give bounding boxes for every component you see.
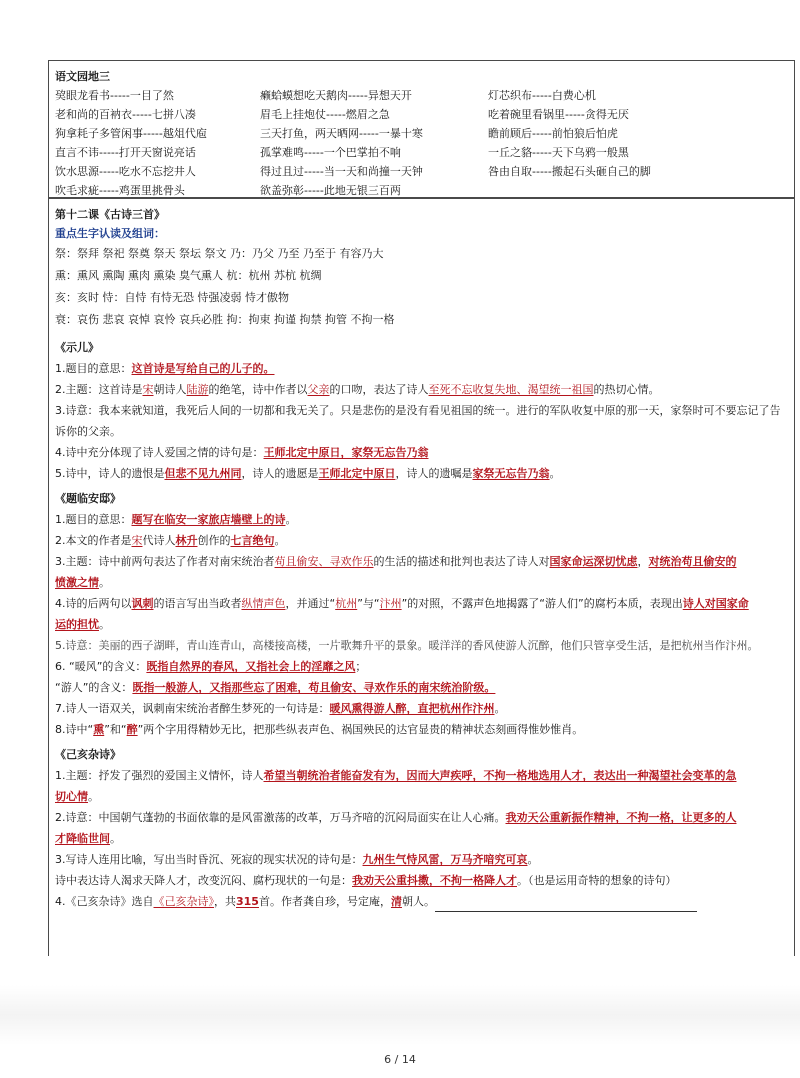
question-text: 1.主题：抒发了强烈的爱国主义情怀，诗人 xyxy=(55,769,264,782)
answer-text: 愤激之情 xyxy=(55,576,99,589)
lesson-box xyxy=(48,198,795,956)
shier-q1 xyxy=(55,358,788,379)
idiom-pair: 欲盖弥彰-----此地无银三百两 xyxy=(260,184,401,197)
answer-text: 题写在临安一家旅店墙壁上的诗 xyxy=(131,513,286,526)
question-text: 5.诗中，诗人的遗恨是 xyxy=(55,467,165,480)
linan-q3 xyxy=(55,551,788,593)
word-line: 衰：哀伤 悲哀 哀悼 哀怜 哀兵必胜 拘：拘束 拘谨 拘禁 拘管 不拘一格 xyxy=(55,313,395,326)
linan-q7 xyxy=(55,698,788,719)
shier-q3: 3.诗意：我本来就知道，我死后人间的一切都和我无关了。只是悲伤的是没有看见祖国的统一。进行的军队收复中原的那一天，家祭时可不要忘记了告诉你的父亲。 xyxy=(55,404,781,438)
linan-q6b xyxy=(55,677,788,698)
answer-text: 暖风熏得游人醉，直把杭州作汴州 xyxy=(329,702,495,715)
answer-text: 对统治苟且偷安的 xyxy=(648,555,737,568)
answer-text: 林升 xyxy=(175,534,198,547)
linan-q4 xyxy=(55,593,788,635)
question-text: ，并通过“ xyxy=(285,597,336,610)
question-text: “游人”的含义： xyxy=(55,681,133,694)
answer-text: 切心情 xyxy=(55,790,88,803)
question-text: 3.主题：诗中前两句表达了作者对南宋统治者 xyxy=(55,555,275,568)
question-text: 代诗人 xyxy=(142,534,176,547)
question-text: 2.主题：这首诗是 xyxy=(55,383,143,396)
idiom-pair: 一丘之貉-----天下乌鸦一般黑 xyxy=(488,146,629,159)
question-text: ，诗人的遗嘱是 xyxy=(395,467,473,480)
question-text: 6. “暖风”的含义： xyxy=(55,660,147,673)
answer-text: 诗人对国家命 xyxy=(682,597,749,610)
question-text: 4.《己亥杂诗》选自 xyxy=(55,895,154,908)
question-text: ； xyxy=(355,660,367,673)
answer-text: 希望当朝统治者能奋发有为，因而大声疾呼，不拘一格地选用人才，表达出一种渴望社会变革的急 xyxy=(263,769,737,782)
answer-text: 王师北定中原日，家祭无忘告乃翁 xyxy=(263,446,429,459)
idiom-pair: 瞻前顾后-----前怕狼后怕虎 xyxy=(488,127,618,140)
page-bottom-shade xyxy=(0,985,800,1045)
question-text: ，诗人的遗愿是 xyxy=(241,467,319,480)
poem-title-shier: 《示儿》 xyxy=(55,341,99,354)
question-text: 创作的 xyxy=(197,534,231,547)
question-text: 朝人。 xyxy=(401,895,435,908)
question-text: 。 xyxy=(99,576,110,589)
answer-text: 宋 xyxy=(131,534,143,547)
question-text: 1.题目的意思： xyxy=(55,513,132,526)
answer-text: 这首诗是写给自己的儿子的。 xyxy=(131,362,275,375)
answer-text: 我劝天公重抖擞，不拘一格降人才 xyxy=(352,874,517,887)
question-text: ”与“ xyxy=(357,597,380,610)
linan-q5: 5.诗意：美丽的西子湖畔，青山连青山，高楼接高楼，一片歌舞升平的景象。暖洋洋的香风使游人沉醉，他们只管享受生活，是把杭州当作汴州。 xyxy=(55,639,759,652)
shier-q4 xyxy=(55,442,788,463)
question-text: 2.本文的作者是 xyxy=(55,534,132,547)
question-text: 8.诗中“ xyxy=(55,723,94,736)
answer-text: 《己亥杂诗》 xyxy=(153,895,214,908)
question-text: 1.题目的意思： xyxy=(55,362,132,375)
idiom-pair: 直言不讳-----打开天窗说亮话 xyxy=(55,146,196,159)
idiom-list xyxy=(55,86,788,200)
answer-text: 杭州 xyxy=(335,597,358,610)
answer-text: 家祭无忘告乃翁 xyxy=(472,467,550,480)
shier-q5 xyxy=(55,463,788,484)
answer-text: 运的担忧 xyxy=(55,618,99,631)
question-text: 。（也是运用奇特的想象的诗句） xyxy=(517,874,677,887)
idiom-pair: 吹毛求疵-----鸡蛋里挑骨头 xyxy=(55,184,185,197)
lesson-subtitle: 重点生字认读及组词： xyxy=(55,227,165,240)
question-text: 4.诗中充分体现了诗人爱国之情的诗句是： xyxy=(55,446,264,459)
question-text: ”两个字用得精妙无比，把那些纵表声色、祸国殃民的达官显贵的精神状态刻画得惟妙惟肖。 xyxy=(137,723,584,736)
idiom-row xyxy=(55,143,788,162)
question-text: 。 xyxy=(285,513,297,526)
question-text: 。 xyxy=(494,702,506,715)
answer-text: 纵情声色 xyxy=(241,597,286,610)
question-text: 。 xyxy=(527,853,539,866)
idiom-pair: 巭眼龙看书-----一目了然 xyxy=(55,89,174,102)
idiom-pair: 饮水思源-----吃水不忘挖井人 xyxy=(55,165,196,178)
answer-text: 才降临世间 xyxy=(55,832,110,845)
answer-text: 既指一般游人，又指那些忘了困难，苟且偷安、寻欢作乐的南宋统治阶级。 xyxy=(132,681,496,694)
question-text: 7.诗人一语双关，讽刺南宋统治者醉生梦死的一句诗是： xyxy=(55,702,330,715)
idiom-pair: 老和尚的百衲衣-----七拼八凑 xyxy=(55,108,196,121)
question-text: 的语言写出当政者 xyxy=(153,597,242,610)
poem-title-linan: 《题临安邸》 xyxy=(55,492,121,505)
idiom-pair: 癞蛤蟆想吃天鹅肉-----异想天开 xyxy=(260,89,412,102)
question-text: 的热切心情。 xyxy=(593,383,660,396)
idiom-row xyxy=(55,86,788,105)
answer-text: 既指自然界的春风，又指社会上的淫靡之风 xyxy=(146,660,356,673)
idiom-pair: 眉毛上挂炮仗-----燃眉之急 xyxy=(260,108,390,121)
question-text: 2.诗意：中国朝气蓬勃的书面依靠的是风雷激荡的改革，万马齐喑的沉闷局面实在让人心痛。 xyxy=(55,811,506,824)
section-title: 语文园地三 xyxy=(55,70,110,83)
idiom-row xyxy=(55,124,788,143)
word-line: 祭：祭拜 祭祀 祭奠 祭天 祭坛 祭文 乃：乃父 乃至 乃至于 有容乃大 xyxy=(55,247,384,260)
linan-q8 xyxy=(55,719,788,740)
idiom-pair: 三天打鱼，两天晒网-----一暴十寒 xyxy=(260,127,423,140)
answer-text: 王师北定中原日 xyxy=(318,467,396,480)
lesson-title: 第十二课《古诗三首》 xyxy=(55,208,165,221)
idiom-pair: 灯芯织布-----白费心机 xyxy=(488,89,596,102)
answer-text: 七言绝句 xyxy=(230,534,275,547)
answer-text: 讽刺 xyxy=(131,597,154,610)
answer-text: 苟且偷安、寻欢作乐 xyxy=(274,555,374,568)
question-text: 。 xyxy=(549,467,561,480)
question-text: ”和“ xyxy=(104,723,127,736)
poem-title-jihai: 《己亥杂诗》 xyxy=(55,748,121,761)
question-text: 。 xyxy=(88,790,99,803)
question-text: 。 xyxy=(274,534,286,547)
answer-text: 至死不忘收复失地、渴望统一祖国 xyxy=(428,383,594,396)
question-text: 首。作者龚自珍，号定庵， xyxy=(258,895,391,908)
question-text: 。 xyxy=(99,618,110,631)
question-text: 。 xyxy=(110,832,121,845)
jihai-q4 xyxy=(55,891,788,912)
answer-text: 陆游 xyxy=(186,383,209,396)
answer-text: 我劝天公重新振作精神，不拘一格，让更多的人 xyxy=(505,811,737,824)
question-text: 的生活的描述和批判也表达了诗人对 xyxy=(373,555,550,568)
linan-q1 xyxy=(55,509,788,530)
question-text: ，共 xyxy=(214,895,236,908)
answer-text: 但悲不见九州同 xyxy=(164,467,242,480)
linan-q2 xyxy=(55,530,788,551)
answer-text: 九州生气恃风雷，万马齐喑究可哀 xyxy=(362,853,528,866)
question-text: 诗中表达诗人渴求天降人才，改变沉闷、腐朽现状的一句是： xyxy=(55,874,352,887)
answer-text: 熏 xyxy=(93,723,105,736)
jihai-q3 xyxy=(55,849,788,870)
idiom-pair: 狗拿耗子多管闲事-----越俎代庖 xyxy=(55,127,207,140)
linan-q6 xyxy=(55,656,788,677)
answer-text: 醉 xyxy=(126,723,138,736)
idiom-row xyxy=(55,162,788,181)
blank-line xyxy=(435,900,697,912)
answer-text: 国家命运深切忧虑 xyxy=(549,555,638,568)
answer-text: 315 xyxy=(236,895,259,908)
answer-text: 父亲 xyxy=(307,383,330,396)
answer-text: 汴州 xyxy=(379,597,402,610)
question-text: 3.写诗人连用比喻，写出当时昏沉、死寂的现实状况的诗句是： xyxy=(55,853,363,866)
idiom-pair: 孤掌难鸣-----一个巴掌拍不响 xyxy=(260,146,401,159)
question-text: 4.诗的后两句以 xyxy=(55,597,132,610)
idiom-pair: 吃着碗里看锅里-----贪得无厌 xyxy=(488,108,629,121)
word-line: 熏：熏风 熏陶 熏肉 熏染 臭气熏人 杭：杭州 苏杭 杭绸 xyxy=(55,269,322,282)
idiom-pair: 得过且过-----当一天和尚撞一天钟 xyxy=(260,165,423,178)
shier-q2 xyxy=(55,379,788,400)
question-text: 的绝笔，诗中作者以 xyxy=(208,383,308,396)
jihai-q3b xyxy=(55,870,788,891)
word-line: 亥：亥时 恃：自恃 有恃无恐 恃强凌弱 恃才傲物 xyxy=(55,291,289,304)
question-text: 的口吻，表达了诗人 xyxy=(329,383,429,396)
idiom-pair: 咎由自取-----搬起石头砸自己的脚 xyxy=(488,165,651,178)
idioms-box xyxy=(48,60,795,198)
question-text: ”的对照，不露声色地揭露了“游人们”的腐朽本质，表现出 xyxy=(401,597,683,610)
answer-text: 宋 xyxy=(142,383,154,396)
jihai-q1 xyxy=(55,765,788,807)
answer-text: 清 xyxy=(390,895,402,908)
question-text: 朝诗人 xyxy=(153,383,187,396)
idiom-row xyxy=(55,105,788,124)
jihai-q2 xyxy=(55,807,788,849)
page-number: 6 / 14 xyxy=(384,1053,416,1066)
question-text: ， xyxy=(637,555,649,568)
